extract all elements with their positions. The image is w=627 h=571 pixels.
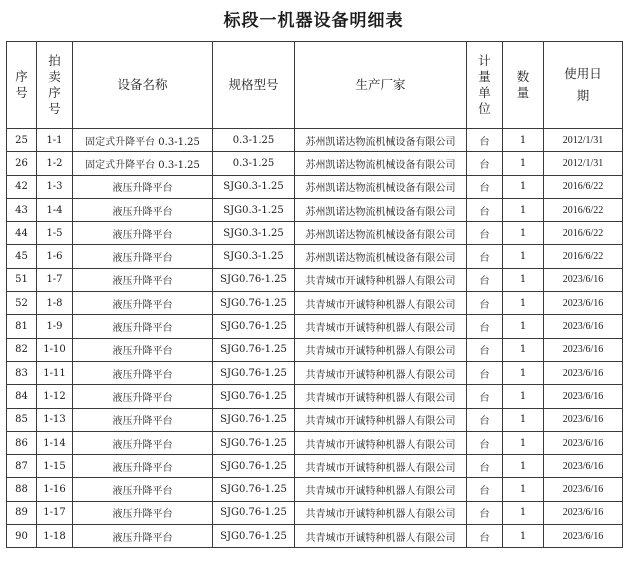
cell-maker: 苏州凯诺达物流机械设备有限公司 bbox=[295, 198, 467, 221]
cell-name: 液压升降平台 bbox=[73, 408, 213, 431]
cell-model: SJG0.76-1.25 bbox=[213, 268, 295, 291]
cell-lot: 1-2 bbox=[37, 152, 73, 175]
cell-seq: 84 bbox=[7, 385, 37, 408]
cell-maker: 共青城市开诚特种机器人有限公司 bbox=[295, 361, 467, 384]
cell-date: 2023/6/16 bbox=[544, 315, 623, 338]
cell-maker: 共青城市开诚特种机器人有限公司 bbox=[295, 501, 467, 524]
cell-date: 2023/6/16 bbox=[544, 385, 623, 408]
cell-model: 0.3-1.25 bbox=[213, 129, 295, 152]
table-row bbox=[7, 222, 623, 245]
cell-qty: 1 bbox=[503, 315, 544, 338]
cell-model: SJG0.76-1.25 bbox=[213, 455, 295, 478]
cell-maker: 苏州凯诺达物流机械设备有限公司 bbox=[295, 152, 467, 175]
table-row bbox=[7, 385, 623, 408]
cell-model: SJG0.76-1.25 bbox=[213, 292, 295, 315]
header-maker: 生产厂家 bbox=[295, 42, 467, 129]
cell-seq: 82 bbox=[7, 338, 37, 361]
cell-seq: 26 bbox=[7, 152, 37, 175]
cell-maker: 共青城市开诚特种机器人有限公司 bbox=[295, 525, 467, 548]
cell-name: 液压升降平台 bbox=[73, 455, 213, 478]
cell-unit: 台 bbox=[467, 361, 503, 384]
cell-seq: 43 bbox=[7, 198, 37, 221]
cell-name: 液压升降平台 bbox=[73, 245, 213, 268]
cell-date: 2016/6/22 bbox=[544, 245, 623, 268]
cell-date: 2012/1/31 bbox=[544, 152, 623, 175]
cell-model: SJG0.3-1.25 bbox=[213, 245, 295, 268]
cell-maker: 共青城市开诚特种机器人有限公司 bbox=[295, 408, 467, 431]
cell-seq: 88 bbox=[7, 478, 37, 501]
cell-maker: 共青城市开诚特种机器人有限公司 bbox=[295, 455, 467, 478]
header-unit: 计量单位 bbox=[467, 42, 503, 129]
cell-qty: 1 bbox=[503, 338, 544, 361]
cell-name: 液压升降平台 bbox=[73, 198, 213, 221]
cell-unit: 台 bbox=[467, 501, 503, 524]
cell-maker: 共青城市开诚特种机器人有限公司 bbox=[295, 268, 467, 291]
cell-lot: 1-3 bbox=[37, 175, 73, 198]
cell-model: SJG0.3-1.25 bbox=[213, 175, 295, 198]
cell-maker: 苏州凯诺达物流机械设备有限公司 bbox=[295, 222, 467, 245]
cell-date: 2023/6/16 bbox=[544, 338, 623, 361]
cell-date: 2016/6/22 bbox=[544, 175, 623, 198]
cell-qty: 1 bbox=[503, 431, 544, 454]
header-row bbox=[7, 42, 623, 129]
cell-maker: 共青城市开诚特种机器人有限公司 bbox=[295, 478, 467, 501]
cell-unit: 台 bbox=[467, 478, 503, 501]
cell-date: 2012/1/31 bbox=[544, 129, 623, 152]
table-body bbox=[7, 129, 623, 548]
table-row bbox=[7, 478, 623, 501]
cell-unit: 台 bbox=[467, 338, 503, 361]
cell-unit: 台 bbox=[467, 431, 503, 454]
cell-lot: 1-6 bbox=[37, 245, 73, 268]
cell-date: 2023/6/16 bbox=[544, 292, 623, 315]
cell-model: SJG0.76-1.25 bbox=[213, 315, 295, 338]
cell-unit: 台 bbox=[467, 292, 503, 315]
cell-name: 液压升降平台 bbox=[73, 175, 213, 198]
cell-unit: 台 bbox=[467, 198, 503, 221]
cell-qty: 1 bbox=[503, 268, 544, 291]
cell-seq: 85 bbox=[7, 408, 37, 431]
cell-date: 2023/6/16 bbox=[544, 431, 623, 454]
table-row bbox=[7, 361, 623, 384]
cell-lot: 1-15 bbox=[37, 455, 73, 478]
cell-qty: 1 bbox=[503, 525, 544, 548]
cell-name: 液压升降平台 bbox=[73, 361, 213, 384]
cell-seq: 83 bbox=[7, 361, 37, 384]
cell-model: SJG0.76-1.25 bbox=[213, 431, 295, 454]
cell-model: SJG0.3-1.25 bbox=[213, 222, 295, 245]
cell-qty: 1 bbox=[503, 361, 544, 384]
cell-seq: 45 bbox=[7, 245, 37, 268]
cell-qty: 1 bbox=[503, 245, 544, 268]
cell-unit: 台 bbox=[467, 129, 503, 152]
cell-unit: 台 bbox=[467, 525, 503, 548]
cell-qty: 1 bbox=[503, 292, 544, 315]
header-lot: 拍卖序号 bbox=[37, 42, 73, 129]
cell-seq: 86 bbox=[7, 431, 37, 454]
cell-seq: 42 bbox=[7, 175, 37, 198]
cell-unit: 台 bbox=[467, 385, 503, 408]
cell-lot: 1-4 bbox=[37, 198, 73, 221]
cell-lot: 1-16 bbox=[37, 478, 73, 501]
cell-qty: 1 bbox=[503, 408, 544, 431]
cell-qty: 1 bbox=[503, 222, 544, 245]
cell-maker: 共青城市开诚特种机器人有限公司 bbox=[295, 338, 467, 361]
cell-unit: 台 bbox=[467, 152, 503, 175]
cell-name: 固定式升降平台 0.3-1.25 bbox=[73, 129, 213, 152]
cell-seq: 89 bbox=[7, 501, 37, 524]
cell-model: 0.3-1.25 bbox=[213, 152, 295, 175]
cell-model: SJG0.76-1.25 bbox=[213, 385, 295, 408]
cell-model: SJG0.76-1.25 bbox=[213, 525, 295, 548]
cell-lot: 1-17 bbox=[37, 501, 73, 524]
cell-lot: 1-8 bbox=[37, 292, 73, 315]
cell-name: 液压升降平台 bbox=[73, 431, 213, 454]
cell-unit: 台 bbox=[467, 408, 503, 431]
header-name: 设备名称 bbox=[73, 42, 213, 129]
table-row bbox=[7, 431, 623, 454]
cell-date: 2016/6/22 bbox=[544, 198, 623, 221]
cell-qty: 1 bbox=[503, 455, 544, 478]
cell-date: 2023/6/16 bbox=[544, 408, 623, 431]
cell-date: 2016/6/22 bbox=[544, 222, 623, 245]
header-date: 使用日期 bbox=[544, 42, 623, 129]
cell-maker: 共青城市开诚特种机器人有限公司 bbox=[295, 385, 467, 408]
cell-date: 2023/6/16 bbox=[544, 361, 623, 384]
table-row bbox=[7, 175, 623, 198]
cell-maker: 苏州凯诺达物流机械设备有限公司 bbox=[295, 245, 467, 268]
cell-name: 液压升降平台 bbox=[73, 222, 213, 245]
cell-unit: 台 bbox=[467, 245, 503, 268]
header-seq: 序号 bbox=[7, 42, 37, 129]
table-row bbox=[7, 315, 623, 338]
cell-qty: 1 bbox=[503, 152, 544, 175]
cell-qty: 1 bbox=[503, 501, 544, 524]
header-model: 规格型号 bbox=[213, 42, 295, 129]
cell-date: 2023/6/16 bbox=[544, 525, 623, 548]
cell-unit: 台 bbox=[467, 175, 503, 198]
cell-name: 液压升降平台 bbox=[73, 501, 213, 524]
table-row bbox=[7, 501, 623, 524]
cell-maker: 共青城市开诚特种机器人有限公司 bbox=[295, 315, 467, 338]
table-row bbox=[7, 338, 623, 361]
cell-maker: 共青城市开诚特种机器人有限公司 bbox=[295, 292, 467, 315]
cell-model: SJG0.76-1.25 bbox=[213, 478, 295, 501]
cell-model: SJG0.76-1.25 bbox=[213, 408, 295, 431]
equipment-table bbox=[6, 41, 623, 548]
cell-model: SJG0.76-1.25 bbox=[213, 501, 295, 524]
cell-unit: 台 bbox=[467, 222, 503, 245]
cell-seq: 51 bbox=[7, 268, 37, 291]
cell-lot: 1-5 bbox=[37, 222, 73, 245]
cell-name: 液压升降平台 bbox=[73, 525, 213, 548]
cell-date: 2023/6/16 bbox=[544, 455, 623, 478]
cell-seq: 87 bbox=[7, 455, 37, 478]
cell-seq: 90 bbox=[7, 525, 37, 548]
cell-date: 2023/6/16 bbox=[544, 501, 623, 524]
table-row bbox=[7, 129, 623, 152]
table-row bbox=[7, 245, 623, 268]
cell-name: 液压升降平台 bbox=[73, 338, 213, 361]
cell-maker: 共青城市开诚特种机器人有限公司 bbox=[295, 431, 467, 454]
cell-maker: 苏州凯诺达物流机械设备有限公司 bbox=[295, 129, 467, 152]
cell-qty: 1 bbox=[503, 198, 544, 221]
page-title: 标段一机器设备明细表 bbox=[223, 11, 404, 31]
cell-qty: 1 bbox=[503, 175, 544, 198]
cell-date: 2023/6/16 bbox=[544, 478, 623, 501]
cell-qty: 1 bbox=[503, 129, 544, 152]
table-row bbox=[7, 198, 623, 221]
cell-model: SJG0.3-1.25 bbox=[213, 198, 295, 221]
cell-lot: 1-7 bbox=[37, 268, 73, 291]
cell-unit: 台 bbox=[467, 455, 503, 478]
cell-lot: 1-12 bbox=[37, 385, 73, 408]
cell-unit: 台 bbox=[467, 268, 503, 291]
cell-seq: 25 bbox=[7, 129, 37, 152]
cell-lot: 1-14 bbox=[37, 431, 73, 454]
cell-name: 液压升降平台 bbox=[73, 315, 213, 338]
cell-seq: 52 bbox=[7, 292, 37, 315]
cell-lot: 1-11 bbox=[37, 361, 73, 384]
table-row bbox=[7, 152, 623, 175]
table-row bbox=[7, 268, 623, 291]
cell-lot: 1-9 bbox=[37, 315, 73, 338]
table-row bbox=[7, 525, 623, 548]
cell-maker: 苏州凯诺达物流机械设备有限公司 bbox=[295, 175, 467, 198]
cell-lot: 1-13 bbox=[37, 408, 73, 431]
cell-lot: 1-18 bbox=[37, 525, 73, 548]
cell-qty: 1 bbox=[503, 385, 544, 408]
cell-name: 液压升降平台 bbox=[73, 385, 213, 408]
cell-lot: 1-10 bbox=[37, 338, 73, 361]
cell-seq: 81 bbox=[7, 315, 37, 338]
table-row bbox=[7, 292, 623, 315]
cell-seq: 44 bbox=[7, 222, 37, 245]
cell-name: 固定式升降平台 0.3-1.25 bbox=[73, 152, 213, 175]
cell-model: SJG0.76-1.25 bbox=[213, 338, 295, 361]
table-row bbox=[7, 408, 623, 431]
cell-qty: 1 bbox=[503, 478, 544, 501]
table-row bbox=[7, 455, 623, 478]
header-qty: 数量 bbox=[503, 42, 544, 129]
cell-lot: 1-1 bbox=[37, 129, 73, 152]
cell-name: 液压升降平台 bbox=[73, 292, 213, 315]
cell-model: SJG0.76-1.25 bbox=[213, 361, 295, 384]
cell-name: 液压升降平台 bbox=[73, 268, 213, 291]
cell-name: 液压升降平台 bbox=[73, 478, 213, 501]
cell-unit: 台 bbox=[467, 315, 503, 338]
cell-date: 2023/6/16 bbox=[544, 268, 623, 291]
